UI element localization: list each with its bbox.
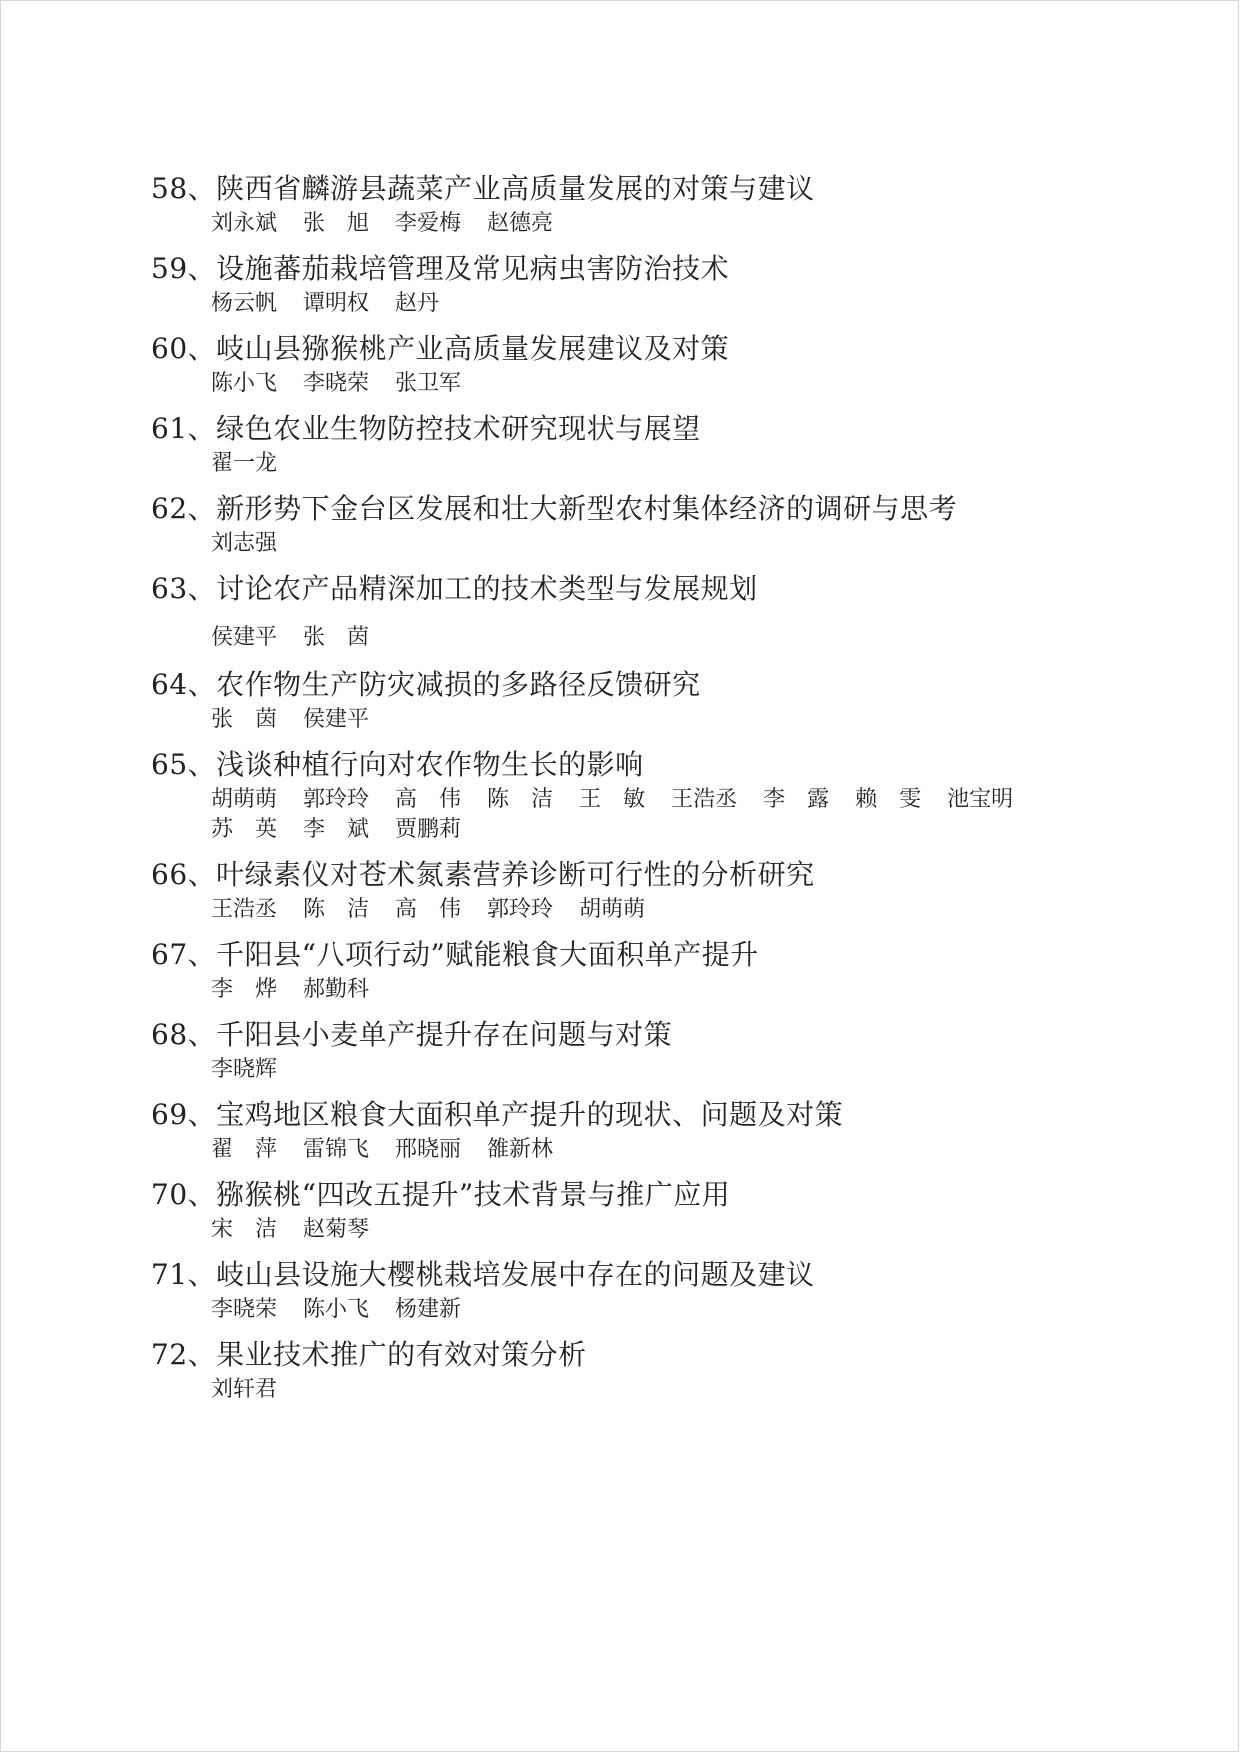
author-line xyxy=(211,975,1151,1005)
entry-title: 千阳县小麦单产提升存在问题与对策 xyxy=(216,1018,673,1051)
entry-number: 62、 xyxy=(151,492,217,525)
author-name: 李 斌 xyxy=(303,817,370,842)
author-name: 王浩丞 xyxy=(671,787,738,812)
author-name: 雷锦飞 xyxy=(303,1137,370,1162)
entry-number: 59、 xyxy=(151,252,217,285)
author-name: 贾鹏莉 xyxy=(395,817,462,842)
entry-number: 61、 xyxy=(151,412,217,445)
author-name: 苏 英 xyxy=(211,817,278,842)
author-line xyxy=(211,529,1151,559)
author-name: 侯建平 xyxy=(303,707,370,732)
toc-entry xyxy=(151,1175,1151,1255)
toc-entry xyxy=(151,855,1151,935)
entry-title-line xyxy=(151,935,1151,975)
entry-title-line xyxy=(151,329,1151,369)
entry-title-line xyxy=(151,1175,1151,1215)
toc-entry xyxy=(151,745,1151,855)
author-line xyxy=(211,209,1151,239)
author-name: 李爱梅 xyxy=(395,211,462,236)
entry-title: 设施蕃茄栽培管理及常见病虫害防治技术 xyxy=(216,252,730,285)
author-name: 谭明权 xyxy=(303,291,370,316)
author-name: 赵德亮 xyxy=(487,211,554,236)
author-name: 张 旭 xyxy=(303,211,370,236)
author-name: 张 茵 xyxy=(303,625,370,650)
entry-title: 千阳县“八项行动”赋能粮食大面积单产提升 xyxy=(216,938,759,971)
author-name: 雒新林 xyxy=(487,1137,554,1162)
entry-title-line xyxy=(151,665,1151,705)
entry-number: 63、 xyxy=(151,572,217,605)
toc-entry xyxy=(151,489,1151,569)
entry-title: 岐山县猕猴桃产业高质量发展建议及对策 xyxy=(216,332,730,365)
author-line xyxy=(211,1295,1151,1325)
author-line xyxy=(211,1135,1151,1165)
entry-authors xyxy=(151,705,1151,735)
entry-title: 猕猴桃“四改五提升”技术背景与推广应用 xyxy=(216,1178,731,1211)
entry-title: 浅谈种植行向对农作物生长的影响 xyxy=(216,748,644,781)
author-name: 陈小飞 xyxy=(211,371,278,396)
entry-title-line xyxy=(151,489,1151,529)
author-name: 翟一龙 xyxy=(211,451,278,476)
entry-title-line xyxy=(151,569,1151,609)
author-name: 杨云帆 xyxy=(211,291,278,316)
author-line xyxy=(211,705,1151,735)
entry-title-line xyxy=(151,1095,1151,1135)
author-name: 赵菊琴 xyxy=(303,1217,370,1242)
entry-authors xyxy=(151,1055,1151,1085)
toc-entry xyxy=(151,935,1151,1015)
author-line xyxy=(211,289,1151,319)
author-name: 翟 萍 xyxy=(211,1137,278,1162)
author-name: 赵丹 xyxy=(395,291,440,316)
toc-entry xyxy=(151,409,1151,489)
author-name: 郭玲玲 xyxy=(303,787,370,812)
toc-entry xyxy=(151,1335,1151,1415)
author-line xyxy=(211,895,1151,925)
toc-entry xyxy=(151,1095,1151,1175)
author-line xyxy=(211,623,1151,653)
entry-title-line xyxy=(151,409,1151,449)
entry-title-line xyxy=(151,1015,1151,1055)
author-name: 陈 洁 xyxy=(303,897,370,922)
entry-number: 60、 xyxy=(151,332,217,365)
author-name: 高 伟 xyxy=(395,787,462,812)
author-name: 李晓辉 xyxy=(211,1057,278,1082)
entry-authors xyxy=(151,529,1151,559)
entry-authors xyxy=(151,785,1151,845)
entry-authors xyxy=(151,623,1151,653)
toc-entry xyxy=(151,1255,1151,1335)
author-name: 李晓荣 xyxy=(211,1297,278,1322)
author-name: 李 烨 xyxy=(211,977,278,1002)
entry-title-line xyxy=(151,249,1151,289)
author-name: 陈小飞 xyxy=(303,1297,370,1322)
author-line xyxy=(211,449,1151,479)
entry-number: 65、 xyxy=(151,748,217,781)
author-name: 胡萌萌 xyxy=(211,787,278,812)
author-name: 刘轩君 xyxy=(211,1377,278,1402)
entry-authors xyxy=(151,449,1151,479)
entry-title-line xyxy=(151,1255,1151,1295)
entry-number: 66、 xyxy=(151,858,217,891)
author-name: 王 敏 xyxy=(579,787,646,812)
entry-title-line xyxy=(151,1335,1151,1375)
entry-title: 宝鸡地区粮食大面积单产提升的现状、问题及对策 xyxy=(216,1098,844,1131)
entry-title: 叶绿素仪对苍术氮素营养诊断可行性的分析研究 xyxy=(216,858,815,891)
author-name: 刘永斌 xyxy=(211,211,278,236)
toc-entry xyxy=(151,1015,1151,1095)
author-name: 郭玲玲 xyxy=(487,897,554,922)
entry-authors xyxy=(151,1375,1151,1405)
author-name: 张 茵 xyxy=(211,707,278,732)
author-line xyxy=(211,1375,1151,1405)
author-line xyxy=(211,369,1151,399)
author-name: 杨建新 xyxy=(395,1297,462,1322)
entry-title-line xyxy=(151,169,1151,209)
author-name: 李晓荣 xyxy=(303,371,370,396)
entry-title-line xyxy=(151,855,1151,895)
toc-entry xyxy=(151,169,1151,249)
entry-title: 绿色农业生物防控技术研究现状与展望 xyxy=(216,412,701,445)
entry-number: 72、 xyxy=(151,1338,217,1371)
author-line xyxy=(211,1055,1151,1085)
entry-number: 58、 xyxy=(151,172,217,205)
entry-title: 岐山县设施大樱桃栽培发展中存在的问题及建议 xyxy=(216,1258,815,1291)
entry-authors xyxy=(151,975,1151,1005)
entry-authors xyxy=(151,209,1151,239)
toc-entry xyxy=(151,329,1151,409)
entry-title: 新形势下金台区发展和壮大新型农村集体经济的调研与思考 xyxy=(216,492,958,525)
entry-authors xyxy=(151,895,1151,925)
author-line xyxy=(211,815,1151,845)
author-name: 王浩丞 xyxy=(211,897,278,922)
author-name: 陈 洁 xyxy=(487,787,554,812)
entry-number: 68、 xyxy=(151,1018,217,1051)
author-name: 李 露 xyxy=(763,787,830,812)
entry-number: 70、 xyxy=(151,1178,217,1211)
author-name: 侯建平 xyxy=(211,625,278,650)
entry-authors xyxy=(151,1215,1151,1245)
entry-title: 陕西省麟游县蔬菜产业高质量发展的对策与建议 xyxy=(216,172,815,205)
author-line xyxy=(211,785,1151,815)
author-name: 高 伟 xyxy=(395,897,462,922)
entry-number: 71、 xyxy=(151,1258,217,1291)
author-name: 张卫军 xyxy=(395,371,462,396)
entry-title: 农作物生产防灾减损的多路径反馈研究 xyxy=(216,668,701,701)
entry-number: 69、 xyxy=(151,1098,217,1131)
toc-entry xyxy=(151,665,1151,745)
author-name: 宋 洁 xyxy=(211,1217,278,1242)
author-name: 刘志强 xyxy=(211,531,278,556)
author-name: 郝勤科 xyxy=(303,977,370,1002)
author-name: 邢晓丽 xyxy=(395,1137,462,1162)
toc-entry xyxy=(151,569,1151,665)
entry-authors xyxy=(151,289,1151,319)
author-name: 池宝明 xyxy=(947,787,1014,812)
entry-title: 果业技术推广的有效对策分析 xyxy=(216,1338,587,1371)
entry-title: 讨论农产品精深加工的技术类型与发展规划 xyxy=(216,572,758,605)
entry-authors xyxy=(151,369,1151,399)
entry-authors xyxy=(151,1295,1151,1325)
entry-number: 67、 xyxy=(151,938,217,971)
toc-entry xyxy=(151,249,1151,329)
author-line xyxy=(211,1215,1151,1245)
author-name: 赖 雯 xyxy=(855,787,922,812)
entry-authors xyxy=(151,1135,1151,1165)
author-name: 胡萌萌 xyxy=(579,897,646,922)
entry-number: 64、 xyxy=(151,668,217,701)
entry-title-line xyxy=(151,745,1151,785)
table-of-contents xyxy=(151,169,1151,1415)
